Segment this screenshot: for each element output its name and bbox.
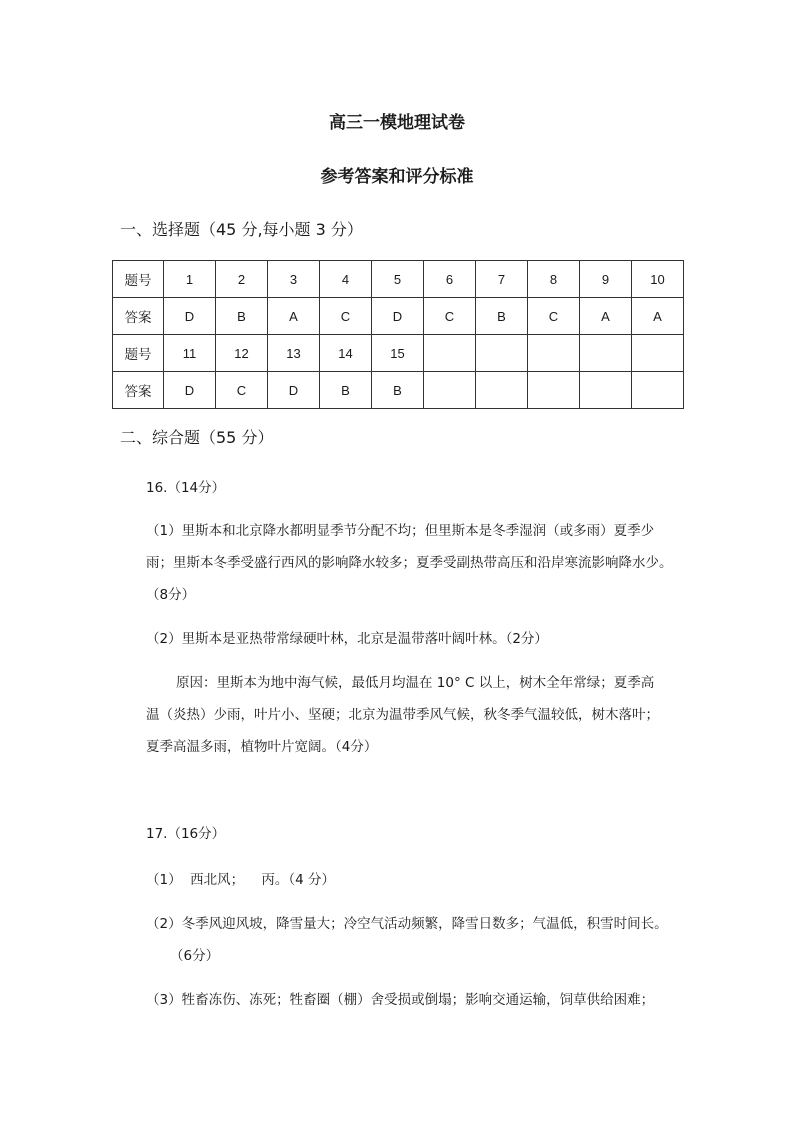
table-cell: D [372,298,424,335]
table-cell: B [216,298,268,335]
q17-part2-line2: （6分） [170,948,220,964]
table-cell: D [164,372,216,409]
table-cell: 9 [580,261,632,298]
table-cell [424,372,476,409]
table-cell: 6 [424,261,476,298]
table-row-label: 题号 [113,335,164,372]
table-cell [528,335,580,372]
q17-part1: （1） 西北风； 丙。（4 分） [146,872,335,888]
section-heading-choice: 一、选择题（45 分,每小题 3 分） [120,220,363,239]
table-cell [528,372,580,409]
table-row-label: 题号 [113,261,164,298]
table-cell: A [632,298,684,335]
table-cell [632,372,684,409]
table-cell: B [320,372,372,409]
table-row [113,261,684,298]
q16-part3-line1: 原因：里斯本为地中海气候，最低月均温在 10° C 以上，树木全年常绿；夏季高 [176,675,655,691]
table-row [113,298,684,335]
table-cell [476,372,528,409]
table-cell: 2 [216,261,268,298]
table-row [113,335,684,372]
q16-part1-line2: 雨；里斯本冬季受盛行西风的影响降水较多；夏季受副热带高压和沿岸寒流影响降水少。 [146,555,673,571]
table-cell: B [372,372,424,409]
answer-table [112,260,684,409]
q16-part3-line3: 夏季高温多雨，植物叶片宽阔。（4分） [146,739,378,755]
table-cell [580,372,632,409]
question-17-header: 17.（16分） [146,826,226,842]
table-cell: 4 [320,261,372,298]
table-row-label: 答案 [113,372,164,409]
table-row [113,372,684,409]
q17-part2-line1: （2）冬季风迎风坡，降雪量大；冷空气活动频繁，降雪日数多；气温低，积雪时间长。 [146,916,668,932]
q17-part3: （3）牲畜冻伤、冻死；牲畜圈（棚）舍受损或倒塌；影响交通运输，饲草供给困难； [146,992,655,1008]
table-cell: 11 [164,335,216,372]
q16-part1-line1: （1）里斯本和北京降水都明显季节分配不均；但里斯本是冬季湿润（或多雨）夏季少 [146,523,655,539]
table-cell: 10 [632,261,684,298]
table-cell: 14 [320,335,372,372]
table-row-label: 答案 [113,298,164,335]
table-cell [476,335,528,372]
table-cell: C [320,298,372,335]
table-cell: 12 [216,335,268,372]
question-16-header: 16.（14分） [146,480,226,496]
table-cell: D [268,372,320,409]
table-cell: B [476,298,528,335]
page-title: 高三一模地理试卷 [329,113,465,133]
q16-part2: （2）里斯本是亚热带常绿硬叶林，北京是温带落叶阔叶林。（2分） [146,631,548,647]
q16-part3-line2: 温（炎热）少雨，叶片小、坚硬；北京为温带季风气候，秋冬季气温较低，树木落叶； [146,707,659,723]
table-cell: A [268,298,320,335]
table-cell [580,335,632,372]
table-cell [632,335,684,372]
table-cell: 5 [372,261,424,298]
page-subtitle: 参考答案和评分标准 [320,167,474,187]
table-cell: D [164,298,216,335]
table-cell: C [424,298,476,335]
table-cell: 7 [476,261,528,298]
table-cell: 13 [268,335,320,372]
table-cell: 8 [528,261,580,298]
section-heading-comprehensive: 二、综合题（55 分） [120,428,274,447]
table-cell: 15 [372,335,424,372]
table-cell: A [580,298,632,335]
table-cell: 1 [164,261,216,298]
table-cell [424,335,476,372]
q16-part1-line3: （8分） [146,587,196,603]
table-cell: C [528,298,580,335]
table-cell: C [216,372,268,409]
table-cell: 3 [268,261,320,298]
